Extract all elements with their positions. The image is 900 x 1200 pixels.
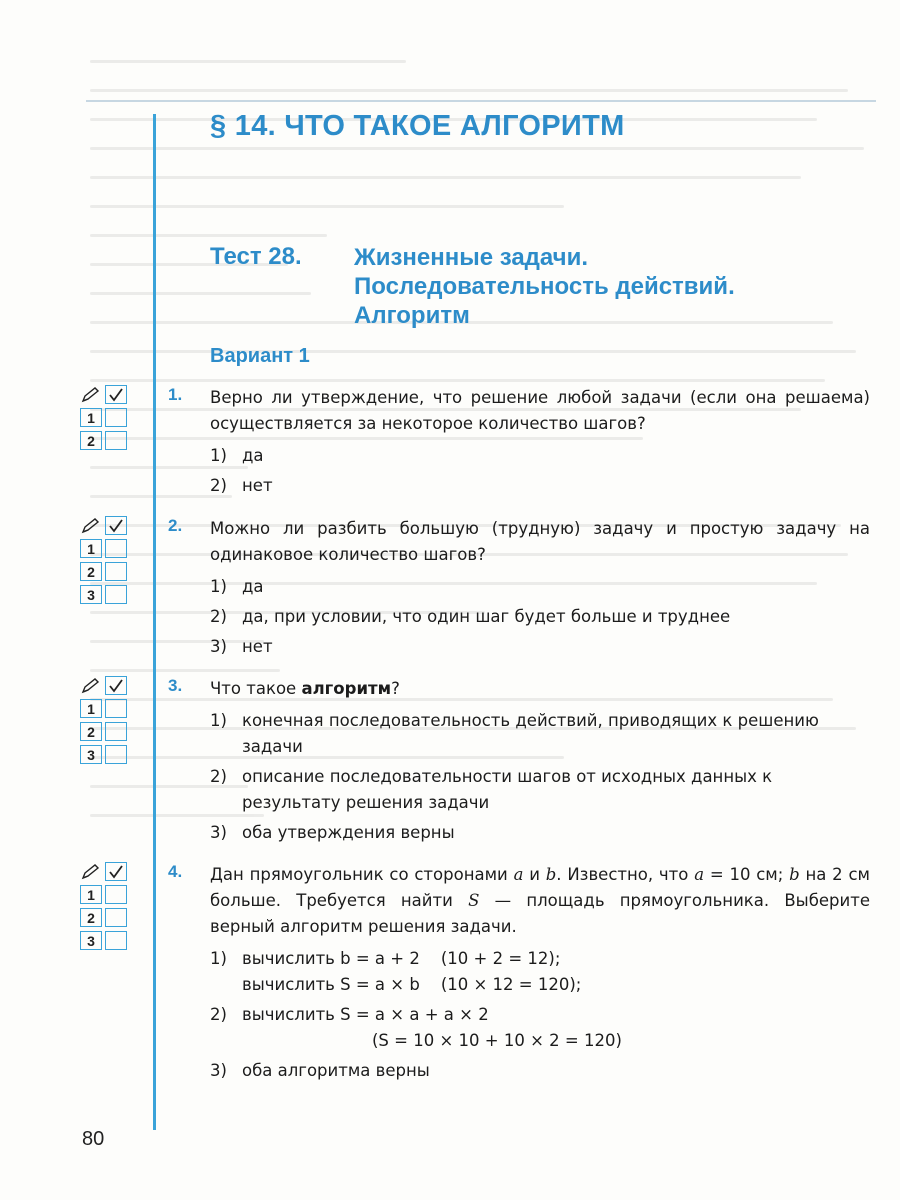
question-text-part: Что такое bbox=[210, 679, 302, 698]
math-variable: S bbox=[468, 891, 480, 910]
answer-box-label: 3 bbox=[80, 745, 102, 764]
answer-check-box[interactable] bbox=[105, 676, 127, 695]
algorithm-step: вычислить S = a × a + a × 2 bbox=[242, 1005, 489, 1024]
option-number: 1) bbox=[210, 949, 227, 968]
answer-box[interactable] bbox=[105, 931, 127, 950]
answer-box-label: 1 bbox=[80, 539, 102, 558]
answer-box[interactable] bbox=[105, 431, 127, 450]
algorithm-step: (S = 10 × 10 + 10 × 2 = 120) bbox=[372, 1031, 622, 1050]
answer-option bbox=[210, 473, 870, 499]
answer-box-label: 2 bbox=[80, 431, 102, 450]
question-number: 1. bbox=[168, 385, 183, 404]
math-variable: a bbox=[694, 865, 705, 884]
question-text bbox=[210, 862, 870, 940]
answer-option bbox=[210, 764, 870, 816]
answer-box-label: 2 bbox=[80, 908, 102, 927]
answer-box[interactable] bbox=[105, 585, 127, 604]
option-text: нет bbox=[242, 476, 273, 495]
answer-boxes bbox=[80, 385, 127, 454]
question-text-part: на 2 см больше. Требуется найти bbox=[210, 865, 870, 910]
answer-option bbox=[210, 634, 870, 660]
answer-box[interactable] bbox=[105, 908, 127, 927]
test-title-line: Алгоритм bbox=[354, 302, 470, 329]
pencil-icon bbox=[80, 676, 102, 695]
answer-box-label: 1 bbox=[80, 408, 102, 427]
answer-option bbox=[210, 1002, 870, 1054]
answer-box-label: 1 bbox=[80, 885, 102, 904]
math-variable: a bbox=[513, 865, 524, 884]
question-text bbox=[210, 676, 870, 702]
answer-option bbox=[210, 708, 870, 760]
answer-option bbox=[210, 604, 870, 630]
option-text: да bbox=[242, 577, 264, 596]
answer-boxes bbox=[80, 676, 127, 768]
answer-box-label: 3 bbox=[80, 931, 102, 950]
test-number: Тест 28. bbox=[210, 243, 302, 270]
test-title-line: Жизненные задачи. bbox=[354, 244, 589, 271]
answer-boxes bbox=[80, 862, 127, 954]
question-text: Верно ли утверждение, что решение любой задачи (если она решаема) осуществляется за некоторое количество шагов? bbox=[210, 388, 870, 433]
question-text-part: ? bbox=[391, 679, 400, 698]
option-number: 3) bbox=[210, 637, 227, 656]
check-icon bbox=[108, 679, 124, 693]
question-text-part: — площадь прямоугольника. Выберите верный алгоритм решения задачи. bbox=[210, 891, 870, 936]
check-icon bbox=[108, 388, 124, 402]
answer-check-box[interactable] bbox=[105, 516, 127, 535]
option-text: описание последовательности шагов от исходных данных к результату решения задачи bbox=[242, 767, 773, 812]
option-number: 2) bbox=[210, 607, 227, 626]
answer-option bbox=[210, 443, 870, 469]
pencil-icon bbox=[80, 862, 102, 881]
answer-check-box[interactable] bbox=[105, 862, 127, 881]
question-text-part: Дан прямоугольник со сторонами bbox=[210, 865, 514, 884]
option-text: оба утверждения верны bbox=[242, 823, 455, 842]
test-title-line: Последовательность действий. bbox=[354, 273, 735, 300]
question-text-part: = 10 см; bbox=[704, 865, 790, 884]
margin-rule bbox=[153, 114, 156, 1130]
answer-check-box[interactable] bbox=[105, 385, 127, 404]
answer-box-label: 3 bbox=[80, 585, 102, 604]
section-title: § 14. ЧТО ТАКОЕ АЛГОРИТМ bbox=[210, 110, 625, 142]
question-number: 2. bbox=[168, 516, 183, 535]
option-number: 1) bbox=[210, 577, 227, 596]
page-number: 80 bbox=[82, 1128, 105, 1150]
option-text: конечная последовательность действий, приводящих к решению задачи bbox=[242, 711, 819, 756]
test-title bbox=[354, 243, 735, 330]
pencil-icon bbox=[80, 385, 102, 404]
answer-option bbox=[210, 1058, 870, 1084]
answer-option bbox=[210, 946, 870, 998]
option-number: 2) bbox=[210, 767, 227, 786]
option-text: да bbox=[242, 446, 264, 465]
option-text: да, при условии, что один шаг будет больше и труднее bbox=[242, 607, 731, 626]
math-variable: b bbox=[789, 865, 800, 884]
answer-option bbox=[210, 820, 870, 846]
question-number: 3. bbox=[168, 676, 183, 695]
question-text-bold: алгоритм bbox=[301, 679, 392, 698]
answer-boxes bbox=[80, 516, 127, 608]
pencil-icon bbox=[80, 516, 102, 535]
check-icon bbox=[108, 519, 124, 533]
answer-box[interactable] bbox=[105, 885, 127, 904]
answer-box-label: 2 bbox=[80, 722, 102, 741]
header-rule bbox=[86, 100, 876, 102]
algorithm-step: вычислить S = a × b (10 × 12 = 120); bbox=[242, 975, 582, 994]
option-number: 3) bbox=[210, 823, 227, 842]
math-variable: b bbox=[545, 865, 557, 884]
question-text: Можно ли разбить большую (трудную) задачу и простую задачу на одинаковое количество шагов? bbox=[210, 519, 870, 564]
option-number: 1) bbox=[210, 446, 227, 465]
option-number: 2) bbox=[210, 1005, 227, 1024]
check-icon bbox=[108, 865, 124, 879]
answer-box-label: 2 bbox=[80, 562, 102, 581]
variant-heading: Вариант 1 bbox=[210, 345, 310, 367]
question-number: 4. bbox=[168, 862, 183, 881]
option-text: оба алгоритма верны bbox=[242, 1061, 430, 1080]
algorithm-step: вычислить b = a + 2 (10 + 2 = 12); bbox=[242, 949, 561, 968]
option-number: 2) bbox=[210, 476, 227, 495]
option-text: нет bbox=[242, 637, 273, 656]
option-number: 3) bbox=[210, 1061, 227, 1080]
question-text-part: и bbox=[523, 865, 546, 884]
answer-box[interactable] bbox=[105, 722, 127, 741]
answer-box[interactable] bbox=[105, 745, 127, 764]
answer-box[interactable] bbox=[105, 699, 127, 718]
option-number: 1) bbox=[210, 711, 227, 730]
answer-box-label: 1 bbox=[80, 699, 102, 718]
question-text-part: . Известно, что bbox=[556, 865, 695, 884]
answer-option bbox=[210, 574, 870, 600]
answer-box[interactable] bbox=[105, 408, 127, 427]
answer-box[interactable] bbox=[105, 539, 127, 558]
answer-box[interactable] bbox=[105, 562, 127, 581]
